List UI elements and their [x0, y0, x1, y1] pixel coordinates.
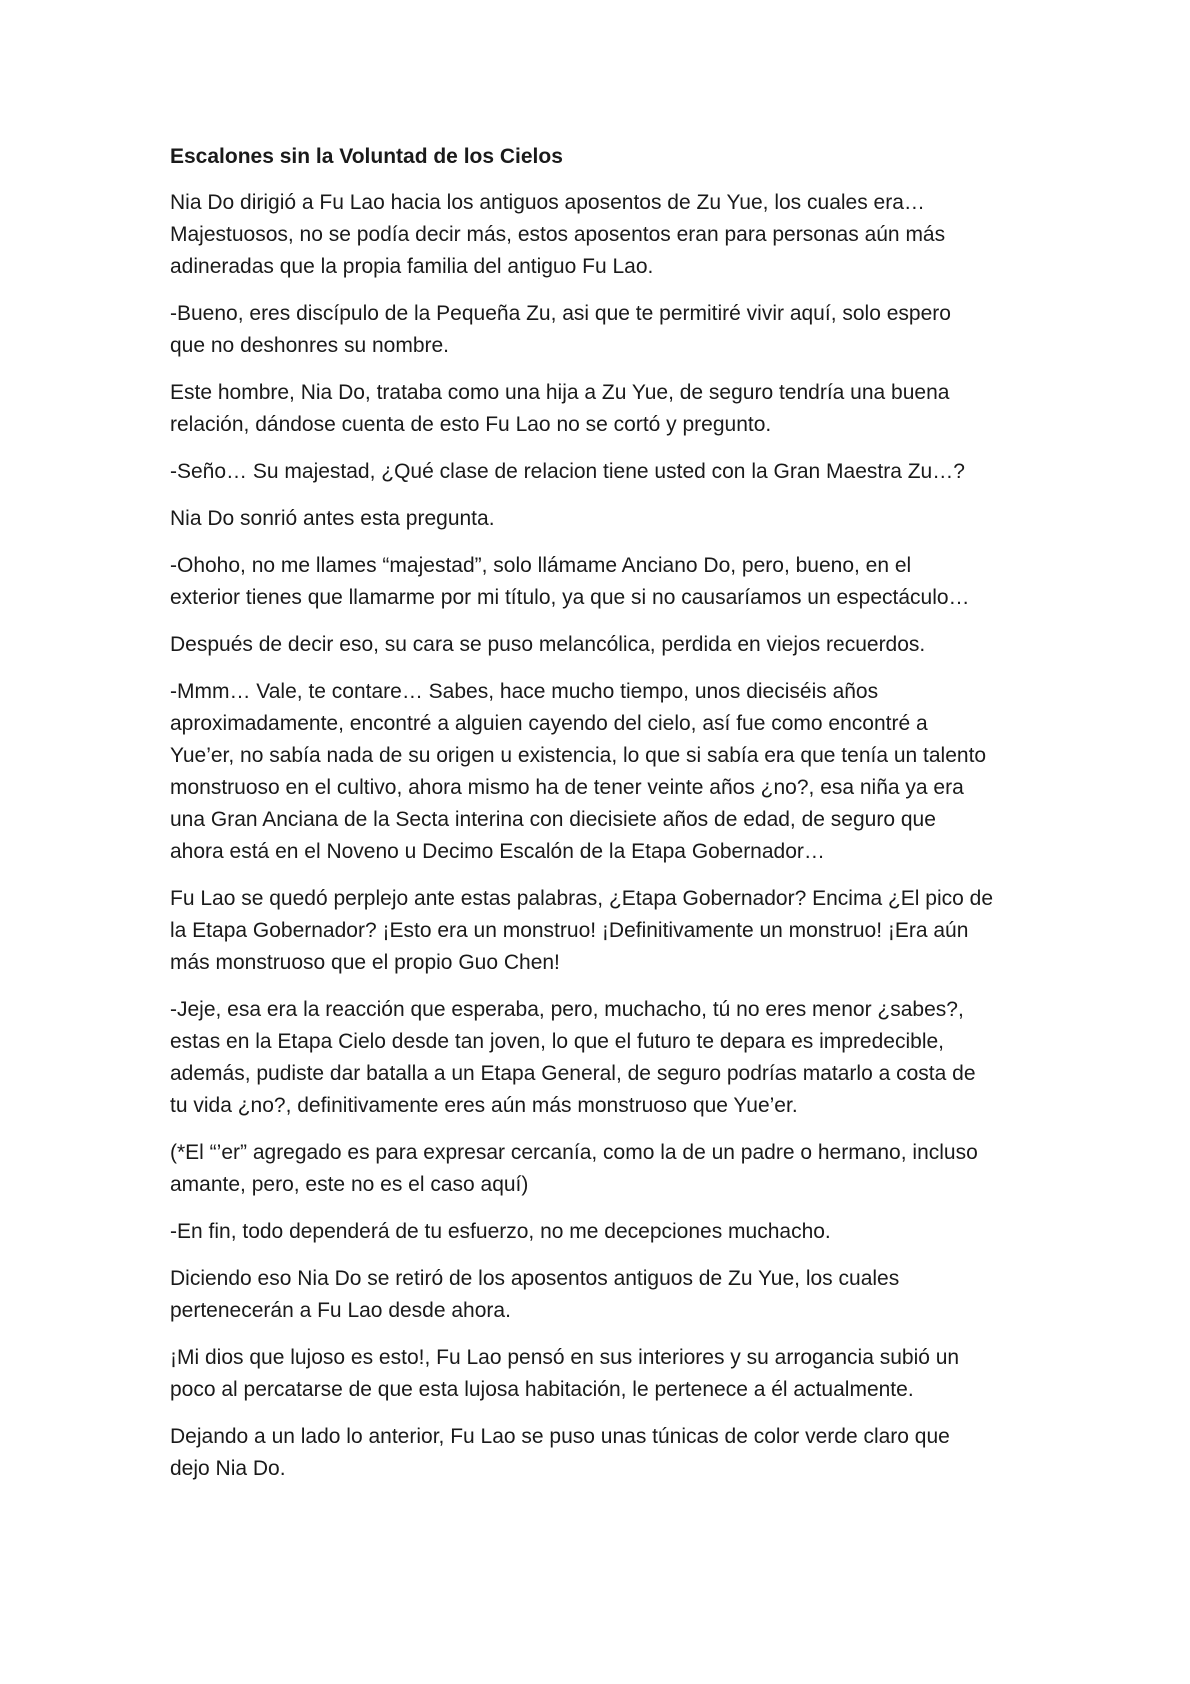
paragraph-line: dejo Nia Do. [170, 1457, 286, 1480]
paragraph-line: ahora está en el Noveno u Decimo Escalón de la Etapa Gobernador… [170, 840, 825, 863]
paragraph-line: Majestuosos, no se podía decir más, estos aposentos eran para personas aún más [170, 223, 946, 246]
paragraph-line: -Bueno, eres discípulo de la Pequeña Zu, asi que te permitiré vivir aquí, solo espero [170, 302, 951, 325]
paragraph-line: Nia Do sonrió antes esta pregunta. [170, 507, 495, 530]
paragraph-line: -Ohoho, no me llames “majestad”, solo llámame Anciano Do, pero, bueno, en el [170, 554, 912, 577]
paragraph-line: además, pudiste dar batalla a un Etapa General, de seguro podrías matarlo a costa de [170, 1062, 976, 1085]
paragraph-line: estas en la Etapa Cielo desde tan joven, lo que el futuro te depara es impredecible, [170, 1030, 944, 1053]
paragraph-line: Dejando a un lado lo anterior, Fu Lao se puso unas túnicas de color verde claro que [170, 1425, 950, 1448]
paragraph-line: aproximadamente, encontré a alguien cayendo del cielo, así fue como encontré a [170, 712, 928, 735]
paragraph-line: más monstruoso que el propio Guo Chen! [170, 951, 560, 974]
chapter-title: Escalones sin la Voluntad de los Cielos [170, 145, 563, 168]
paragraph-line: pertenecerán a Fu Lao desde ahora. [170, 1299, 511, 1322]
paragraph-line: -En fin, todo dependerá de tu esfuerzo, no me decepciones muchacho. [170, 1220, 831, 1243]
paragraph-line: que no deshonres su nombre. [170, 334, 450, 357]
paragraph [170, 503, 1030, 535]
paragraph-line: -Seño… Su majestad, ¿Qué clase de relacion tiene usted con la Gran Maestra Zu…? [170, 460, 965, 483]
paragraph [170, 1342, 1030, 1406]
paragraph-line: poco al percatarse de que esta lujosa habitación, le pertenece a él actualmente. [170, 1378, 914, 1401]
paragraph-line: tu vida ¿no?, definitivamente eres aún más monstruoso que Yue’er. [170, 1094, 798, 1117]
paragraph-line: una Gran Anciana de la Secta interina con diecisiete años de edad, de seguro que [170, 808, 936, 831]
paragraph [170, 883, 1030, 979]
document-body [170, 187, 1030, 1485]
paragraph [170, 994, 1030, 1122]
paragraph-line: ¡Mi dios que lujoso es esto!, Fu Lao pensó en sus interiores y su arrogancia subió un [170, 1346, 960, 1369]
paragraph [170, 377, 1030, 441]
paragraph-line: exterior tienes que llamarme por mi título, ya que si no causaríamos un espectáculo… [170, 586, 970, 609]
paragraph-line: amante, pero, este no es el caso aquí) [170, 1173, 529, 1196]
paragraph-line: Nia Do dirigió a Fu Lao hacia los antiguos aposentos de Zu Yue, los cuales era… [170, 191, 925, 214]
document-page [170, 141, 1030, 1500]
paragraph [170, 1137, 1030, 1201]
paragraph-line: -Mmm… Vale, te contare… Sabes, hace mucho tiempo, unos dieciséis años [170, 680, 879, 703]
paragraph-line: Este hombre, Nia Do, trataba como una hija a Zu Yue, de seguro tendría una buena [170, 381, 950, 404]
paragraph [170, 298, 1030, 362]
paragraph-line: la Etapa Gobernador? ¡Esto era un monstruo! ¡Definitivamente un monstruo! ¡Era aún [170, 919, 969, 942]
paragraph [170, 187, 1030, 283]
paragraph-line: -Jeje, esa era la reacción que esperaba, pero, muchacho, tú no eres menor ¿sabes?, [170, 998, 964, 1021]
paragraph [170, 1216, 1030, 1248]
paragraph-line: relación, dándose cuenta de esto Fu Lao no se cortó y pregunto. [170, 413, 772, 436]
paragraph-line: Yue’er, no sabía nada de su origen u existencia, lo que si sabía era que tenía un talento [170, 744, 987, 767]
paragraph [170, 676, 1030, 868]
paragraph-line: adineradas que la propia familia del antiguo Fu Lao. [170, 255, 654, 278]
paragraph [170, 550, 1030, 614]
paragraph [170, 1263, 1030, 1327]
paragraph-line: (*El “’er” agregado es para expresar cercanía, como la de un padre o hermano, incluso [170, 1141, 978, 1164]
paragraph-line: monstruoso en el cultivo, ahora mismo ha de tener veinte años ¿no?, esa niña ya era [170, 776, 964, 799]
paragraph-line: Diciendo eso Nia Do se retiró de los aposentos antiguos de Zu Yue, los cuales [170, 1267, 900, 1290]
paragraph-line: Fu Lao se quedó perplejo ante estas palabras, ¿Etapa Gobernador? Encima ¿El pico de [170, 887, 994, 910]
paragraph-line: Después de decir eso, su cara se puso melancólica, perdida en viejos recuerdos. [170, 633, 926, 656]
paragraph [170, 456, 1030, 488]
paragraph [170, 629, 1030, 661]
paragraph [170, 1421, 1030, 1485]
